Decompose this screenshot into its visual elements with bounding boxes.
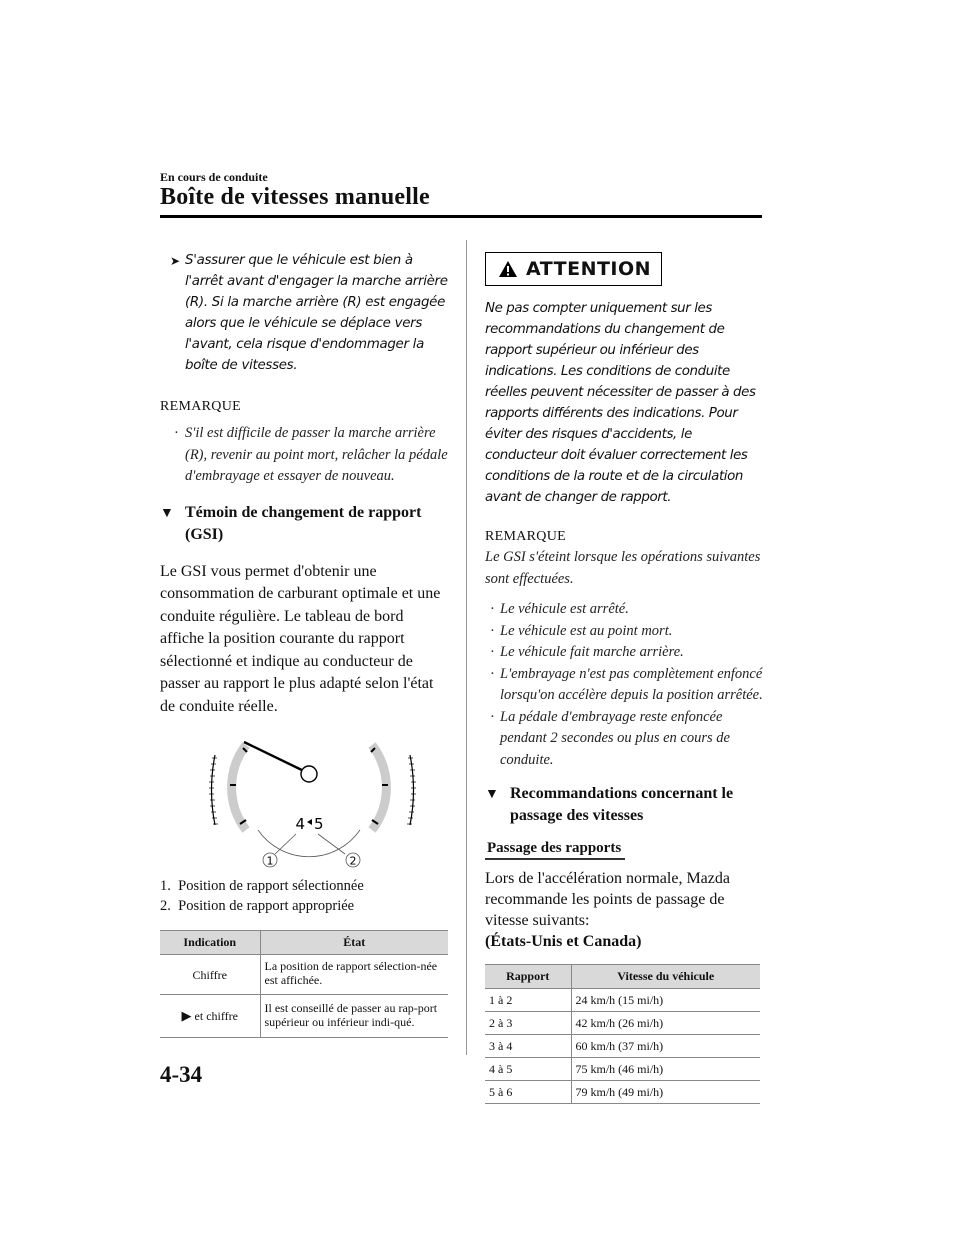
table-cell: La position de rapport sélection-née est affichée. (260, 955, 448, 995)
remark-bullet: · L'embrayage n'est pas complètement enfoncé lorsqu'on accélère depuis la position arrêtée. (490, 665, 763, 703)
table-cell: 2 à 3 (485, 1012, 571, 1035)
table-header: État (260, 931, 448, 955)
remark-bullet: · Le véhicule est au point mort. (485, 621, 765, 643)
remark-bullet: · La pédale d'embrayage reste enfoncée pendant 2 secondes ou plus en cours de conduite. (490, 708, 730, 768)
gsi-heading: ▼ Témoin de changement de rapport (GSI) (160, 503, 422, 543)
table-cell: 24 km/h (15 mi/h) (571, 989, 760, 1012)
remark-bullet-list (485, 599, 765, 771)
gear-suggested-number: 5 (314, 815, 324, 833)
remark-bullet: · Le véhicule fait marche arrière. (485, 642, 765, 664)
section-label: En cours de conduite (160, 170, 268, 184)
bullet-dot-icon: · (490, 665, 495, 682)
triangle-down-icon: ▼ (160, 505, 174, 521)
table-cell: 75 km/h (46 mi/h) (571, 1058, 760, 1081)
shift-points-description: Lors de l'accélération normale, Mazda recommande les points de passage de vitesse suivants: (485, 870, 730, 929)
tacho-band-left (232, 745, 246, 830)
attention-label: ATTENTION (526, 258, 652, 280)
tacho-band-right (372, 745, 386, 830)
gear-current-number: 4 (295, 815, 305, 833)
bullet-dot-icon: · (490, 622, 495, 639)
shift-indicator-icon (307, 819, 312, 825)
warning-triangle-icon (498, 260, 518, 278)
remark-label: REMARQUE (160, 399, 241, 414)
triangle-down-icon: ▼ (485, 787, 499, 802)
gauge-lower-arc (258, 830, 360, 857)
callout-2-number: 2 (349, 854, 357, 868)
tacho-major-ticks (230, 748, 388, 824)
attention-text: Ne pas compter uniquement sur les recommandations du changement de rapport supérieur ou inférieur des indications. Les conditions de conduite réelles peuvent nécessiter de passer à des rapports différents des indications. Pour éviter des risques d'accidents, le conducteur doit évaluer correctement les conditions de la route et de la circulation avant de changer de rapport. (485, 301, 756, 505)
table-header: Indication (160, 931, 260, 955)
table-row (160, 995, 448, 1038)
page-title: Boîte de vitesses manuelle (160, 184, 430, 210)
table-cell: 5 à 6 (485, 1081, 571, 1104)
table-header-row (160, 931, 448, 955)
shift-points-subheading: Passage des rapports (485, 840, 625, 860)
arrow-bullet-icon: ➤ (170, 254, 180, 268)
shift-speed-table (485, 964, 760, 1104)
right-column (485, 252, 765, 1104)
table-cell: Il est conseillé de passer au rap-port supérieur ou inférieur indi-qué. (260, 995, 448, 1038)
gauge-needle (244, 742, 308, 773)
region-label: (États-Unis et Canada) (485, 933, 642, 950)
table-row (485, 1012, 760, 1035)
page-number: 4-34 (160, 1062, 203, 1087)
table-cell: 1 à 2 (485, 989, 571, 1012)
shift-up-arrow-icon: ▶ (181, 1008, 192, 1023)
callout-1-number: 1 (266, 854, 274, 868)
legend-item: 2. Position de rapport appropriée (160, 897, 355, 914)
table-row (485, 989, 760, 1012)
gsi-indication-table (160, 930, 448, 1038)
table-cell: 4 à 5 (485, 1058, 571, 1081)
gsi-gauge-figure (160, 730, 448, 875)
remark-bullet: · Le véhicule est arrêté. (485, 599, 765, 621)
table-cell: 79 km/h (49 mi/h) (571, 1081, 760, 1104)
table-row (485, 1035, 760, 1058)
legend-item: 1. Position de rapport sélectionnée (160, 878, 364, 894)
callout-1-leader (275, 834, 296, 854)
table-row (160, 955, 448, 995)
title-rule (160, 215, 762, 218)
bullet-dot-icon: · (490, 708, 495, 725)
bullet-dot-icon: · (490, 644, 495, 660)
table-cell: 3 à 4 (485, 1035, 571, 1058)
attention-box (485, 252, 662, 286)
table-header: Rapport (485, 965, 571, 989)
remark-bullet: · S'il est difficile de passer la marche arrière (R), revenir au point mort, relâcher la pédale d'embrayage et essayer de nouveau. (174, 425, 448, 484)
reverse-caution-item: ➤ S'assurer que le véhicule est bien à l'arrêt avant d'engager la marche arrière (R). Si la marche arrière (R) est engagée alors que le véhicule se déplace vers l'avant, cela risque d'endommager la boîte de vitesses. (170, 253, 448, 373)
table-cell: ▶ et chiffre (160, 995, 260, 1038)
remark-intro: Le GSI s'éteint lorsque les opérations suivantes sont effectuées. (485, 549, 761, 587)
column-divider (466, 240, 467, 1055)
shift-recommendation-heading: ▼ Recommandations concernant le passage des vitesses (485, 785, 734, 824)
table-cell: 60 km/h (37 mi/h) (571, 1035, 760, 1058)
table-row (485, 1058, 760, 1081)
table-cell: 42 km/h (26 mi/h) (571, 1012, 760, 1035)
table-header: Vitesse du véhicule (571, 965, 760, 989)
gsi-description: Le GSI vous permet d'obtenir une consommation de carburant optimale et une conduite régulière. Le tableau de bord affiche la position courante du rapport sélectionné et indique au conducteur de passer au rapport le plus adapté selon l'état de conduite réelle. (160, 562, 441, 715)
gauge-hub (301, 766, 317, 782)
left-column (160, 250, 448, 1038)
remark-label: REMARQUE (485, 529, 566, 544)
table-row (485, 1081, 760, 1104)
subheading-wrap (485, 839, 765, 860)
table-cell: Chiffre (160, 955, 260, 995)
callout-2-leader (318, 834, 345, 854)
figure-legend (160, 877, 448, 916)
bullet-dot-icon: · (490, 601, 495, 617)
gauge-illustration (160, 730, 448, 875)
bullet-dot-icon: · (174, 425, 179, 441)
table-header-row (485, 965, 760, 989)
